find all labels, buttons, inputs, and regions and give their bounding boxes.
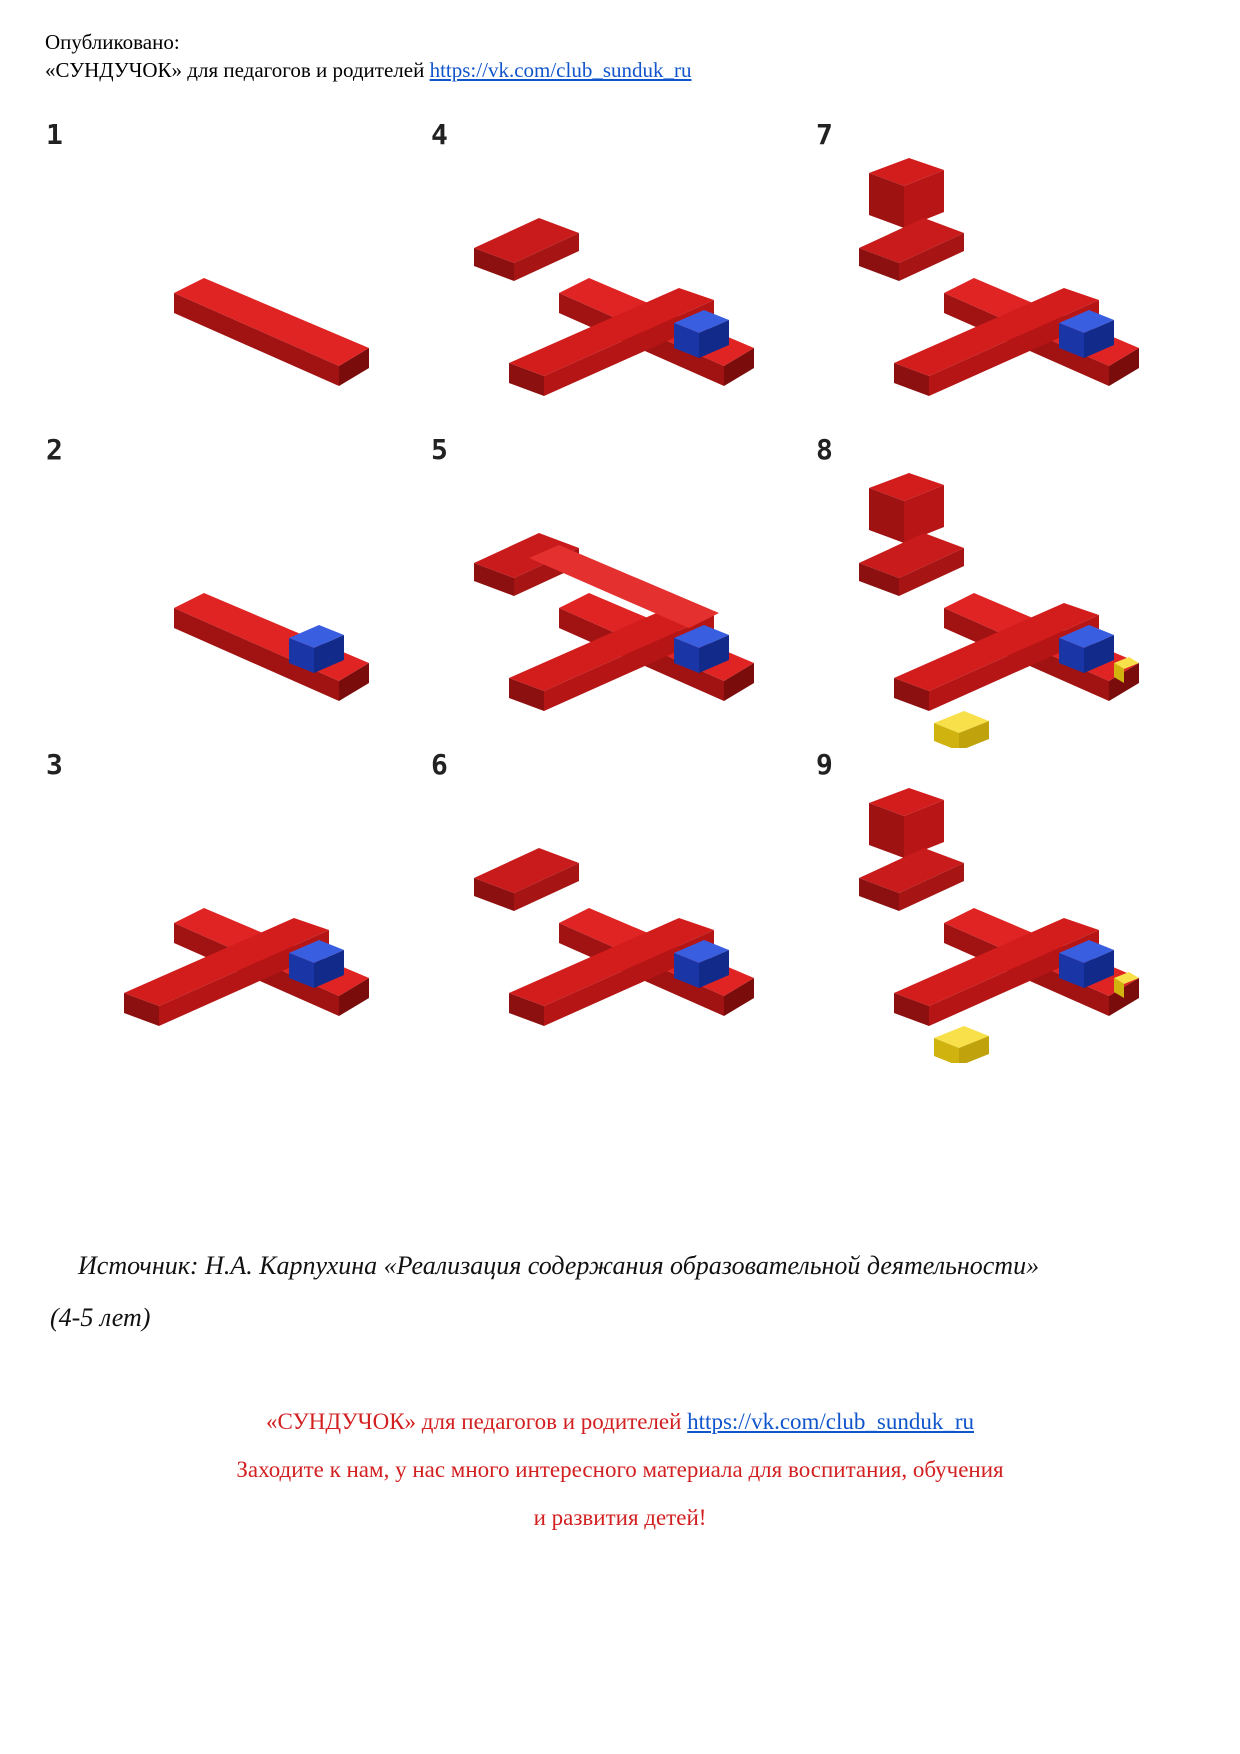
step-7 xyxy=(814,118,1199,433)
footer-line-3: и развития детей! xyxy=(533,1505,707,1530)
step-illustration xyxy=(44,748,429,1063)
step-number: 1 xyxy=(46,118,63,151)
publisher-link[interactable]: https://vk.com/club_sunduk_ru xyxy=(429,58,692,82)
step-number: 8 xyxy=(816,433,833,466)
published-header xyxy=(45,28,692,84)
published-label: Опубликовано: xyxy=(45,30,180,54)
footer-link[interactable]: https://vk.com/club_sunduk_ru xyxy=(687,1409,975,1434)
source-line-2: (4-5 лет) xyxy=(50,1303,151,1332)
step-illustration xyxy=(814,433,1199,748)
footer-publisher-line xyxy=(0,1398,1240,1446)
step-3 xyxy=(44,748,429,1063)
step-8 xyxy=(814,433,1199,748)
step-number: 2 xyxy=(46,433,63,466)
step-illustration xyxy=(814,118,1199,433)
step-1 xyxy=(44,118,429,433)
step-number: 4 xyxy=(431,118,448,151)
step-number: 9 xyxy=(816,748,833,781)
step-6 xyxy=(429,748,814,1063)
step-illustration xyxy=(44,433,429,748)
source-line-1: Источник: Н.А. Карпухина «Реализация содержания образовательной деятельности» xyxy=(78,1251,1040,1280)
step-number: 6 xyxy=(431,748,448,781)
step-illustration xyxy=(44,118,429,433)
step-number: 7 xyxy=(816,118,833,151)
publisher-line xyxy=(45,56,692,84)
source-citation xyxy=(50,1240,1200,1344)
footer-publisher: «СУНДУЧОК» для педагогов и родителей xyxy=(265,1409,682,1434)
step-illustration xyxy=(429,433,814,748)
instruction-grid xyxy=(44,118,1200,1064)
footer-line-2: Заходите к нам, у нас много интересного материала для воспитания, обучения xyxy=(236,1457,1004,1482)
footer xyxy=(0,1398,1240,1542)
step-illustration xyxy=(429,748,814,1063)
step-5 xyxy=(429,433,814,748)
publisher-name: «СУНДУЧОК» для педагогов и родителей xyxy=(45,58,425,82)
step-4 xyxy=(429,118,814,433)
step-illustration xyxy=(814,748,1199,1063)
step-9 xyxy=(814,748,1199,1063)
step-number: 5 xyxy=(431,433,448,466)
step-illustration xyxy=(429,118,814,433)
step-2 xyxy=(44,433,429,748)
step-number: 3 xyxy=(46,748,63,781)
